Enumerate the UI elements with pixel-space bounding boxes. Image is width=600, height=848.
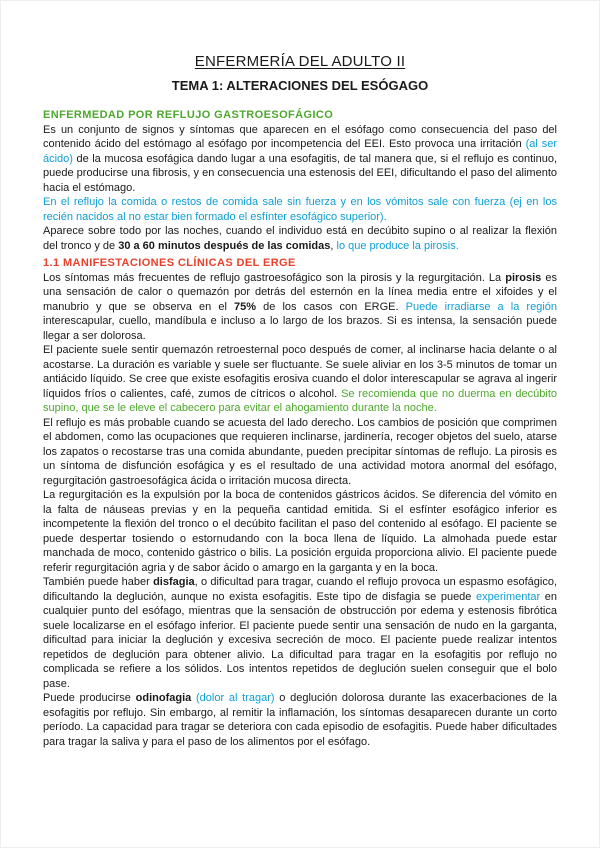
- section-heading-reflujo: [43, 108, 557, 123]
- text-run: 1.1 MANIFESTACIONES CLÍNICAS DEL ERGE: [43, 257, 296, 270]
- text-run: También puede haber: [43, 576, 154, 589]
- text-run: 30 a 60 minutos después de las comidas: [118, 239, 331, 252]
- text-run: Se recomienda que no duerma en decúbito supino, que se le eleve el cabecero para evitar el ahogamiento durante la noche.: [43, 387, 557, 415]
- text-run: Los síntomas más frecuentes de reflujo gastroesofágico son la pirosis y la regurgitación. La: [43, 271, 506, 284]
- paragraph-quemazon-retroesternal: [43, 343, 557, 416]
- text-run: , o dificultad para tragar, cuando el reflujo provoca un espasmo esofágico, dificultando la deglución, aunque no exista esofagitis. Este tipo de disfagia se puede: [43, 576, 558, 603]
- text-run: es una sensación de calor o quemazón por detrás del esternón en la línea media entre el xifoides y el manubrio y que se observa en el: [43, 271, 557, 313]
- text-run: El paciente suele sentir quemazón retroesternal poco después de comer, al inclinarse hacia delante o al acostarse. La duración es variable y suele ser fluctuante. Se suele aliviar en los 3-5 minutos de tomar un antiácido líquido. Se cree que existe esofagitis erosiva cuando el dolor interescapular se agrava al ingerir líquidos fríos o calientes, café, zumos de cítricos o alcohol.: [43, 344, 557, 400]
- text-run: pirosis: [505, 271, 542, 284]
- text-run: Puede irradiarse a la región: [405, 300, 558, 313]
- text-run: disfagia: [153, 576, 195, 589]
- text-run: ENFERMEDAD POR REFLUJO GASTROESOFÁGICO: [43, 109, 334, 122]
- text-run: 75%: [234, 300, 257, 313]
- text-run: de la mucosa esofágica dando lugar a una esofagitis, de tal manera que, si el reflujo es continuo, puede producirse una fibrosis, y en consecuencia una estenosis del EEI, dificultando el paso del alimento hacia el estómago.: [43, 152, 557, 194]
- paragraph-aparicion: [43, 224, 557, 253]
- text-run: El reflujo es más probable cuando se acuesta del lado derecho. Los cambios de posición que comprimen el abdomen, como las ocupaciones que requieren inclinarse, jardinería, recoger objetos del suelo, atarse los zapatos o recostarse tras una comida abundante, pueden precipitar síntomas de reflujo. La pirosis es un síntoma de disfunción esofágica y es el resultado de una actividad motora anormal del esófago, regurgitación gastroesofágica ácida o irritación mucosa directa.: [43, 416, 557, 487]
- text-run: odinofagia: [135, 692, 192, 705]
- paragraph-regurgitacion: [43, 488, 557, 575]
- text-run: de los casos con ERGE.: [256, 300, 406, 313]
- text-run: (dolor al tragar): [195, 692, 275, 705]
- text-run: Puede producirse: [43, 692, 136, 705]
- text-run: interescapular, cuello, mandíbula e incluso a lo largo de los brazos. Si es intensa, la sensación puede llegar a ser dolorosa.: [43, 315, 557, 342]
- paragraph-sintomas-pirosis: [43, 271, 557, 344]
- text-run: Aparece sobre todo por las noches, cuando el individuo está en decúbito supino o al realizar la flexión del tronco y de: [43, 225, 557, 252]
- paragraph-reflujo-vs-vomito: [43, 195, 557, 224]
- paragraph-odinofagia: [43, 691, 557, 749]
- text-run: En el reflujo la comida o restos de comida sale sin fuerza y en los vómitos sale con fuerza (ej en los recién nacidos al no estar bien formado el esfínter esofágico superior).: [43, 196, 557, 223]
- text-run: experimentar: [475, 590, 541, 603]
- text-run: La regurgitación es la expulsión por la boca de contenidos gástricos ácidos. Se diferencia del vómito en la falta de náuseas previas y en la pequeña cantidad emitida. Si el esfínter esofágico inferior es incompetente la flexión del tronco o el decúbito facilitan el paso del contenido al esófago. El paciente se puede despertar tosiendo o estornudando con la boca llena de líquido. La almohada puede estar manchada de moco, contenido gástrico o bilis. La posición erguida proporciona alivio. El paciente puede referir regurgitación agria y de sabor ácido o amargo en la garganta y en la boca.: [43, 489, 557, 574]
- text-run: lo que produce la pirosis.: [336, 239, 459, 252]
- text-run: o deglución dolorosa durante las exacerbaciones de la esofagitis por reflujo. Sin embargo, al remitir la inflamación, los síntomas desaparecen durante un corto período. La capacidad para tragar se deteriora con cada episodio de esofagitis. Puede haber dificultades para tragar la saliva y para el paso de los alimentos por el esófago.: [43, 692, 557, 748]
- paragraph-disfagia: [43, 575, 557, 691]
- document-title: ENFERMERÍA DEL ADULTO II: [194, 53, 406, 70]
- document-subtitle: TEMA 1: ALTERACIONES DEL ESÓGAGO: [171, 77, 429, 93]
- paragraph-definicion: [43, 123, 557, 196]
- paragraph-posicion: [43, 416, 557, 489]
- text-run: ,: [330, 239, 337, 252]
- section-heading-manifestaciones: [43, 256, 557, 271]
- document-body: [43, 108, 557, 749]
- text-run: en cualquier punto del esófago, mientras que la sensación de obstrucción por edema y estenosis fibrótica suele localizarse en el esófago inferior. El paciente puede sentir una sensación de nudo en la garganta, dificultad para iniciar la deglución y excesiva secreción de moco. El paciente puede realizar intentos repetidos de deglución para obtener alivio. La dificultad para tragar en la esofagitis por reflujo no complicada se refiere a los sólidos. Los intentos repetidos de deglución suelen conseguir que el bolo pase.: [43, 590, 557, 690]
- text-run: Es un conjunto de signos y síntomas que aparecen en el esófago como consecuencia del paso del contenido ácido del estómago al esófago por incompetencia del EEI. Esto provoca una irritación: [43, 123, 557, 151]
- text-run: (al ser ácido): [43, 138, 558, 165]
